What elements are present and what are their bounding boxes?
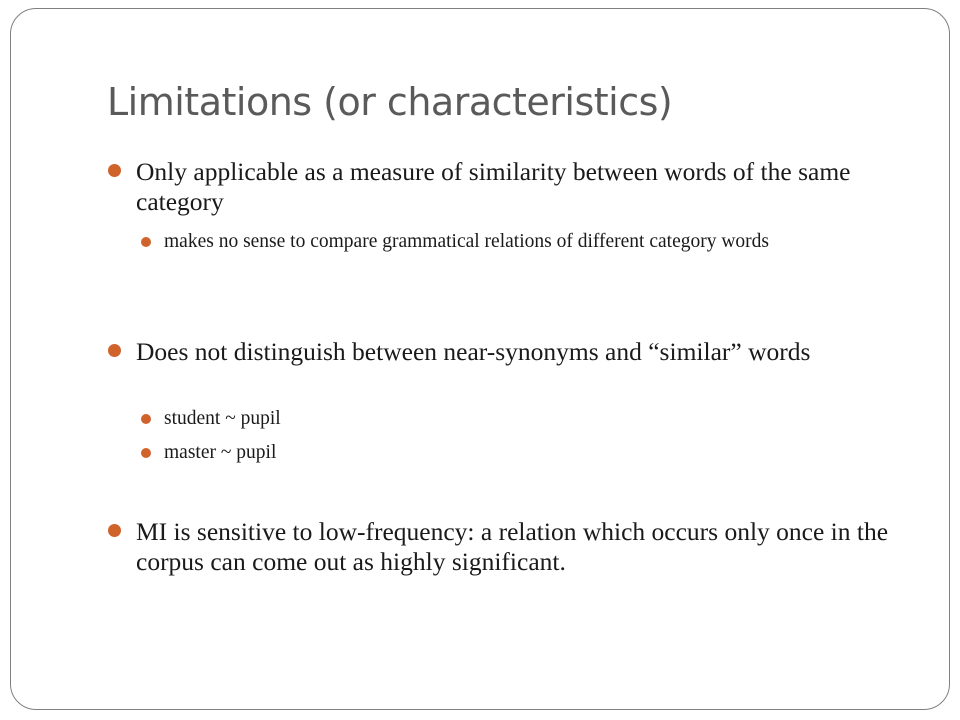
bullet-dot-icon (108, 524, 121, 537)
sub-bullet-dot-icon (141, 448, 151, 458)
bullet-dot-icon (108, 344, 121, 357)
sub-bullet-dot-icon (141, 414, 151, 424)
bullet-dot-icon (108, 164, 121, 177)
sub-bullet-dot-icon (141, 237, 151, 247)
sub-bullet-text: master ~ pupil (164, 442, 277, 463)
bullet-text: MI is sensitive to low-frequency: a relation which occurs only once in the corpus can come out as highly significant. (136, 517, 889, 576)
bullet-text: Only applicable as a measure of similarity between words of the same category (136, 157, 851, 216)
bullet-text: Does not distinguish between near-synonyms and “similar” words (136, 337, 811, 366)
sub-bullet-text: makes no sense to compare grammatical relations of different category words (164, 231, 770, 252)
sub-bullet-text: student ~ pupil (164, 408, 281, 429)
slide-title: Limitations (or characteristics) (107, 80, 673, 124)
